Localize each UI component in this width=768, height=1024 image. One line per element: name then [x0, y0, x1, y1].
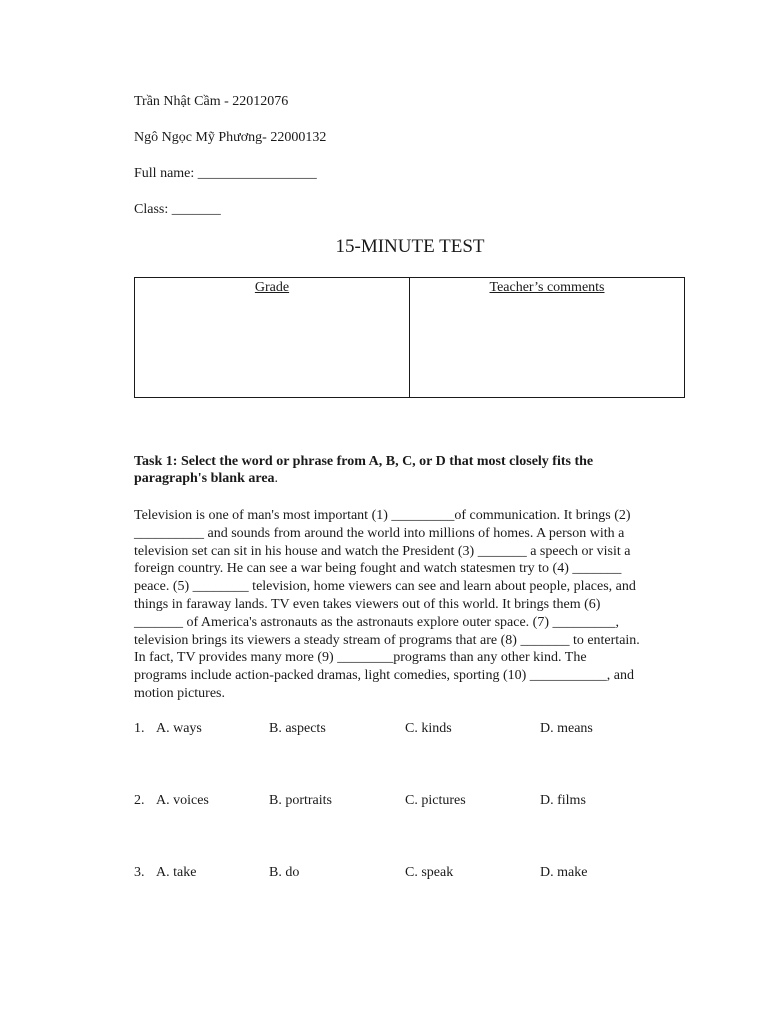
- passage-line: television brings its viewers a steady stream of programs that are (8) _______ to entertain.: [134, 632, 640, 648]
- comments-cell: [410, 278, 685, 398]
- option-b: B. do: [269, 865, 300, 880]
- option-c: C. speak: [405, 865, 454, 880]
- option-a: A. take: [156, 865, 197, 880]
- option-b: B. aspects: [269, 721, 326, 736]
- question-number: 1.: [134, 721, 145, 736]
- question-number: 2.: [134, 793, 145, 808]
- passage-line: In fact, TV provides many more (9) ________programs than any other kind. The: [134, 650, 587, 666]
- option-a: A. voices: [156, 793, 209, 808]
- passage-line: programs include action-packed dramas, light comedies, sporting (10) ___________, and: [134, 668, 634, 684]
- grade-table: [134, 277, 685, 398]
- option-c: C. kinds: [405, 721, 452, 736]
- passage-line: things in faraway lands. TV even takes viewers out of this world. It brings them (6): [134, 596, 601, 612]
- task-heading-line-1: Task 1: Select the word or phrase from A, B, C, or D that most closely fits the: [134, 454, 594, 469]
- passage-line: television set can sit in his house and watch the President (3) _______ a speech or visit a: [134, 543, 631, 559]
- option-a: A. ways: [156, 721, 202, 736]
- passage-line: foreign country. He can see a war being fought and watch statesmen try to (4) _______: [134, 561, 622, 577]
- option-d: D. means: [540, 721, 593, 736]
- full-name-field: Full name: _________________: [134, 166, 317, 181]
- passage: [134, 507, 689, 703]
- grade-cell: [135, 278, 410, 398]
- passage-line: peace. (5) ________ television, home viewers can see and learn about people, places, and: [134, 579, 636, 595]
- task-heading-line-2: paragraph's blank area: [134, 471, 275, 486]
- grade-header: Grade: [254, 280, 290, 295]
- task-heading-period: .: [274, 471, 279, 486]
- option-c: C. pictures: [405, 793, 466, 808]
- passage-line: motion pictures.: [134, 685, 225, 701]
- question-2: [134, 793, 694, 811]
- student-name-1: Trần Nhật Cầm - 22012076: [134, 94, 289, 109]
- option-d: D. films: [540, 793, 586, 808]
- question-3: [134, 865, 694, 883]
- passage-line: __________ and sounds from around the world into millions of homes. A person with a: [134, 525, 625, 541]
- option-b: B. portraits: [269, 793, 332, 808]
- class-field: Class: _______: [134, 202, 221, 217]
- question-1: [134, 721, 694, 739]
- comments-header: Teacher’s comments: [489, 280, 605, 295]
- question-number: 3.: [134, 865, 145, 880]
- option-d: D. make: [540, 865, 588, 880]
- page-title: 15-MINUTE TEST: [335, 236, 485, 257]
- passage-line: Television is one of man's most important (1) _________of communication. It brings (2): [134, 508, 631, 523]
- passage-line: _______ of America's astronauts as the astronauts explore outer space. (7) _________,: [134, 614, 620, 630]
- task-heading: [134, 453, 654, 487]
- student-name-2: Ngô Ngọc Mỹ Phương- 22000132: [134, 130, 327, 145]
